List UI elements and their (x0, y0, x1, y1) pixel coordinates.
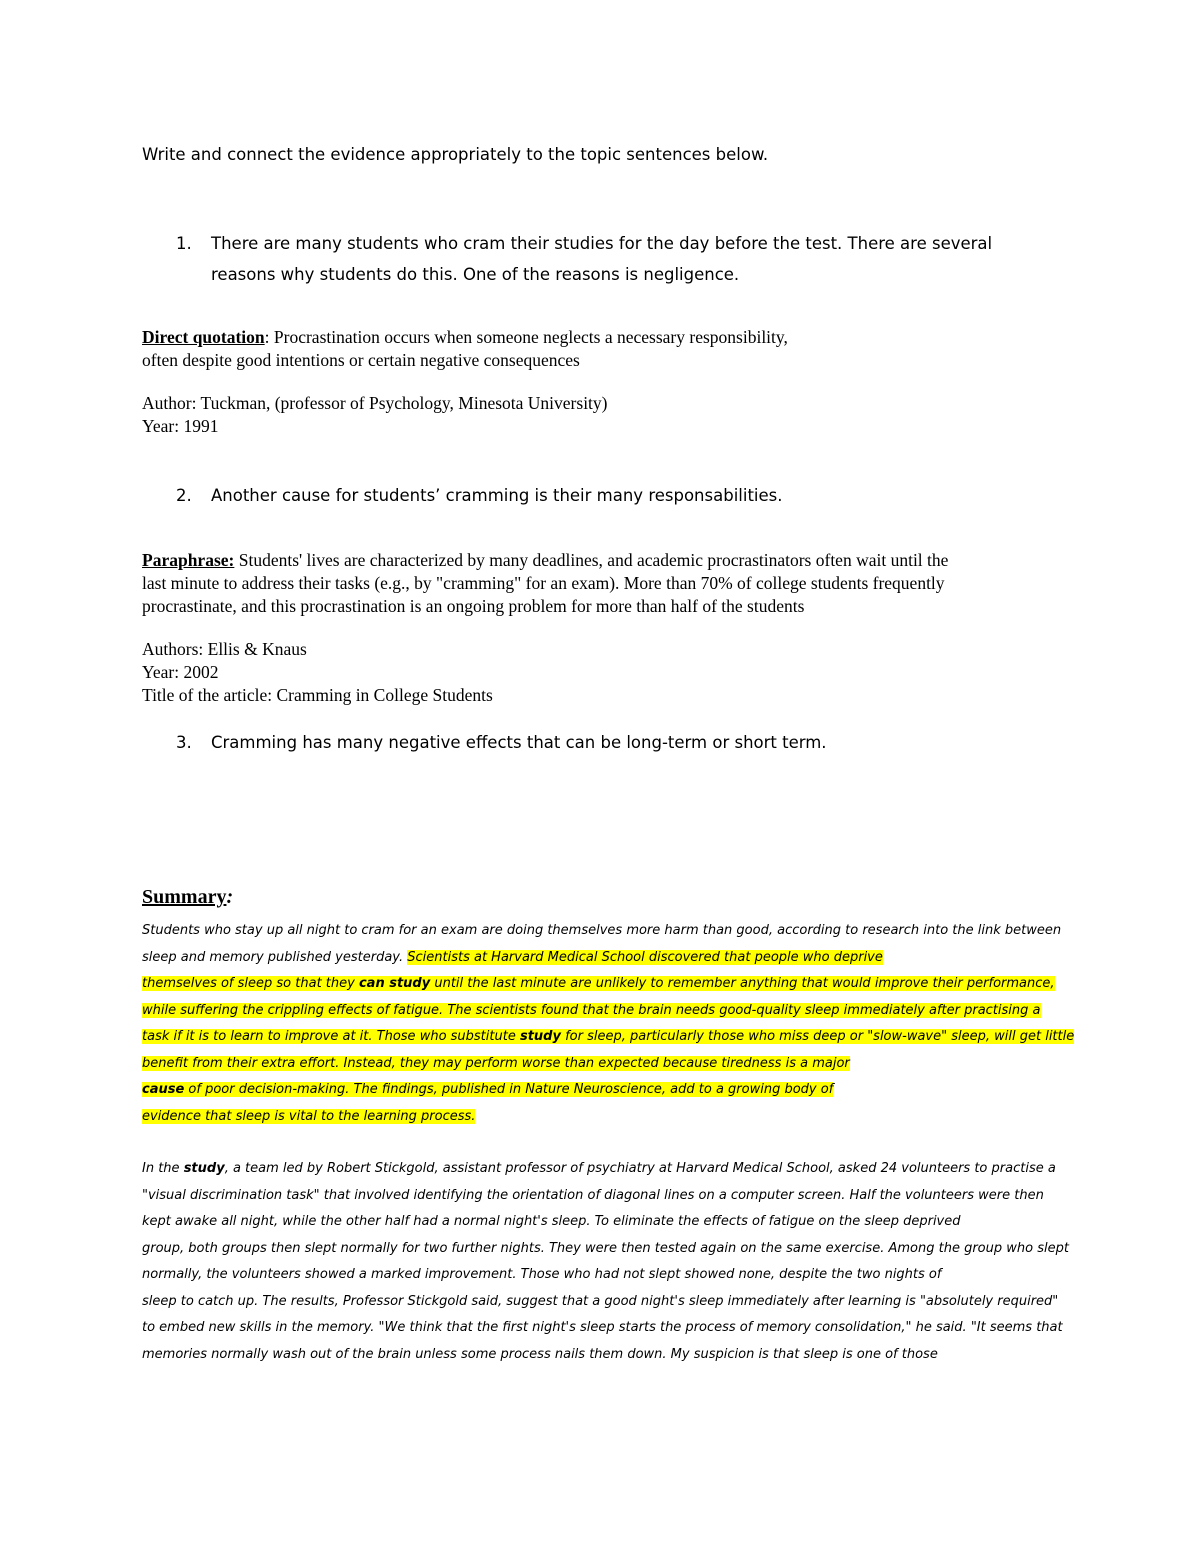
paraphrase-text-cont: last minute to address their tasks (e.g., by "cramming" for an exam). More than 70% of college students frequently (142, 573, 945, 593)
summary-line: evidence that sleep is vital to the learning process. (142, 1108, 476, 1124)
summary-line: In the study, a team led by Robert Stickgold, assistant professor of psychiatry at Harvard Medical School, asked 24 volunteers to practise a (142, 1161, 1056, 1176)
direct-quotation-text: : Procrastination occurs when someone neglects a necessary responsibility, (264, 327, 788, 347)
item-number: 1. (176, 234, 192, 253)
summary-line: themselves of sleep so that they can study until the last minute are unlikely to remember anything that would improve their performance, (142, 976, 1055, 991)
authors-line: Authors: Ellis & Knaus (142, 639, 307, 659)
direct-quotation-label: Direct quotation (142, 327, 265, 347)
summary-line: normally, the volunteers showed a marked improvement. Those who had not slept showed none, despite the two nights of (142, 1267, 942, 1282)
year-line: Year: 1991 (142, 416, 219, 436)
topic-sentence-3 (211, 727, 827, 758)
summary-line: memories normally wash out of the brain unless some process nails them down. My suspicion is that sleep is one of those (142, 1346, 938, 1362)
topic-sentence-line: There are many students who cram their studies for the day before the test. There are several (211, 234, 993, 253)
topic-sentence-line: Another cause for students’ cramming is their many responsabilities. (211, 486, 783, 505)
summary-line: benefit from their extra effort. Instead, they may perform worse than expected because tiredness is a major (142, 1055, 850, 1071)
paraphrase-text: Students' lives are characterized by many deadlines, and academic procrastinators often wait until the (234, 550, 949, 570)
topic-sentence-line: Cramming has many negative effects that can be long-term or short term. (211, 733, 827, 752)
summary-line: sleep to catch up. The results, Professor Stickgold said, suggest that a good night's sleep immediately after learning is "absolutely required" (142, 1293, 1059, 1309)
paraphrase-label: Paraphrase: (142, 550, 235, 570)
paraphrase-block (142, 549, 948, 707)
summary-line: sleep and memory published yesterday. Scientists at Harvard Medical School discovered that people who deprive (142, 949, 883, 965)
summary-line: group, both groups then slept normally for two further nights. They were then tested again on the same exercise. Among the group who slept (142, 1240, 1069, 1256)
year-line: Year: 2002 (142, 662, 219, 682)
item-number: 2. (176, 486, 192, 505)
instruction-text: Write and connect the evidence appropriately to the topic sentences below. (142, 145, 769, 164)
topic-sentence-2 (211, 480, 783, 511)
topic-sentence-line: reasons why students do this. One of the reasons is negligence. (211, 265, 740, 284)
summary-line: task if it is to learn to improve at it. Those who substitute study for sleep, particularly those who miss deep or "slow-wave" sleep, will get little (142, 1029, 1075, 1044)
direct-quotation-block (142, 326, 788, 438)
item-number: 3. (176, 733, 192, 752)
summary-line: "visual discrimination task" that involved identifying the orientation of diagonal lines on a computer screen. Half the volunteers were then (142, 1187, 1044, 1203)
summary-heading: Summary: (142, 886, 234, 908)
summary-line: kept awake all night, while the other half had a normal night's sleep. To eliminate the effects of fatigue on the sleep deprived (142, 1214, 961, 1229)
summary-line: while suffering the crippling effects of fatigue. The scientists found that the brain needs good-quality sleep immediately after practising a (142, 1002, 1041, 1018)
summary-paragraph-2 (142, 1156, 1069, 1368)
summary-line: to embed new skills in the memory. "We think that the first night's sleep starts the process of memory consolidation," he said. "It seems that (142, 1320, 1063, 1335)
summary-paragraph-1 (142, 918, 1074, 1130)
article-title-line: Title of the article: Cramming in College Students (142, 685, 493, 705)
author-line: Author: Tuckman, (professor of Psychology, Minesota University) (142, 393, 608, 413)
summary-line: cause of poor decision-making. The findings, published in Nature Neuroscience, add to a growing body of (142, 1082, 834, 1097)
paraphrase-text-cont: procrastinate, and this procrastination is an ongoing problem for more than half of the students (142, 596, 805, 616)
direct-quotation-text-cont: often despite good intentions or certain negative consequences (142, 350, 580, 370)
summary-line: Students who stay up all night to cram for an exam are doing themselves more harm than good, according to research into the link between (142, 923, 1062, 938)
topic-sentence-1 (211, 228, 992, 290)
